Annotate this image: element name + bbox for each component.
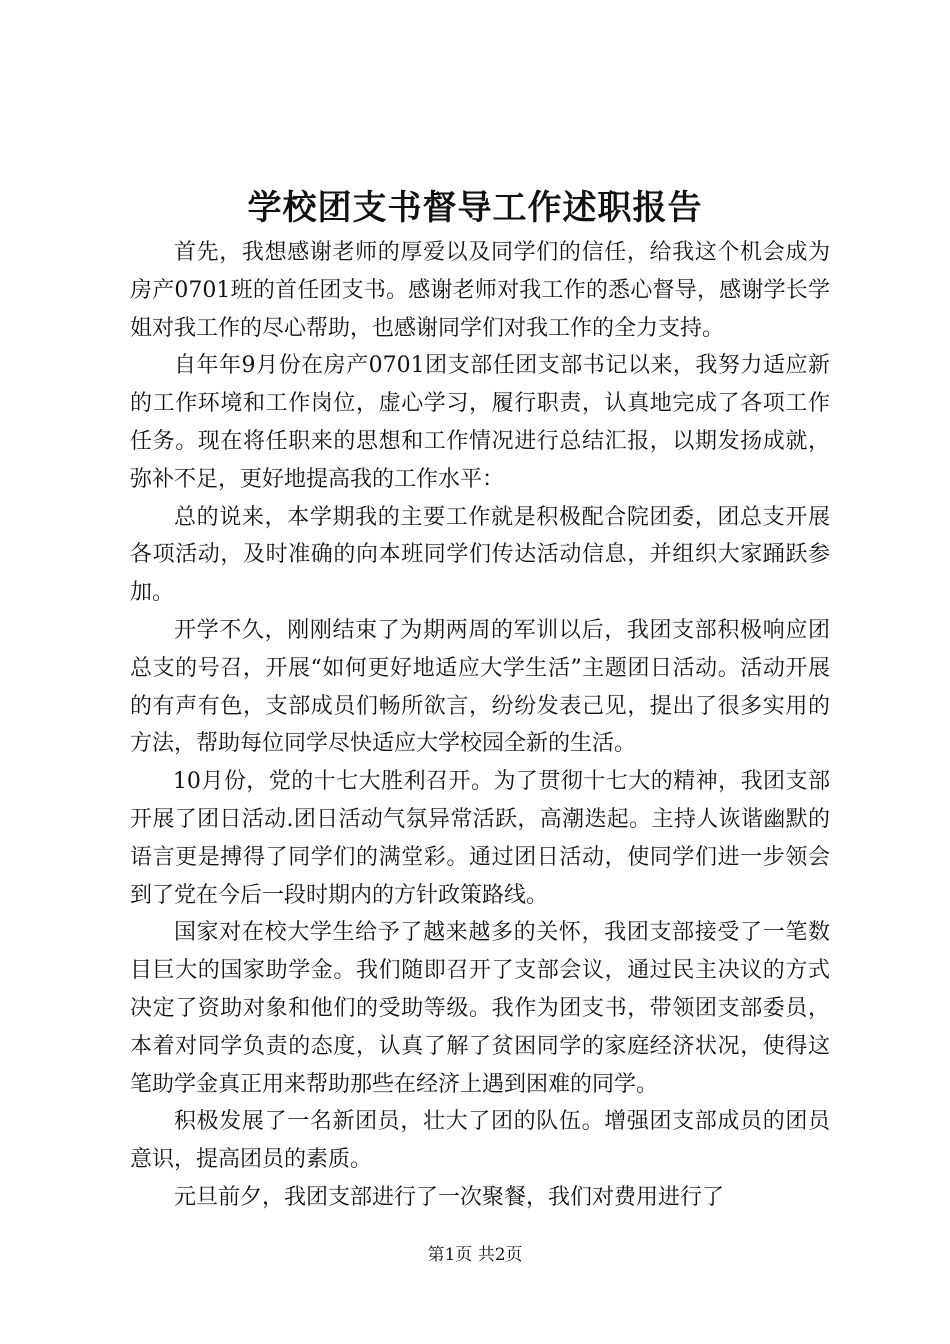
paragraph-8: 元旦前夕，我团支部进行了一次聚餐，我们对费用进行了 <box>174 1184 725 1210</box>
page-number-footer: 第1页 共2页 <box>427 1245 523 1265</box>
document-body <box>130 234 830 1217</box>
paragraph-1: 首先，我想感谢老师的厚爱以及同学们的信任，给我这个机会成为房产0701班的首任团支书。感谢老师对我工作的悉心督导，感谢学长学姐对我工作的尽心帮助，也感谢同学们对我工作的全力支持。 <box>130 240 830 341</box>
paragraph-2: 自年年9月份在房产0701团支部任团支部书记以来，我努力适应新的工作环境和工作岗位，虚心学习，履行职责，认真地完成了各项工作任务。现在将任职来的思想和工作情况进行总结汇报，以期发扬成就，弥补不足，更好地提高我的工作水平： <box>130 353 830 492</box>
paragraph-6: 国家对在校大学生给予了越来越多的关怀，我团支部接受了一笔数目巨大的国家助学金。我们随即召开了支部会议，通过民主决议的方式决定了资助对象和他们的受助等级。我作为团支书，带领团支部委员，本着对同学负责的态度，认真了解了贫困同学的家庭经济状况，使得这笔助学金真正用来帮助那些在经济上遇到困难的同学。 <box>130 920 830 1097</box>
document-title: 学校团支书督导工作述职报告 <box>247 188 703 228</box>
paragraph-7: 积极发展了一名新团员，壮大了团的队伍。增强团支部成员的团员意识，提高团员的素质。 <box>130 1109 830 1173</box>
paragraph-5: 10月份，党的十七大胜利召开。为了贯彻十七大的精神，我团支部开展了团日活动.团日活动气氛异常活跃，高潮迭起。主持人诙谐幽默的语言更是搏得了同学们的满堂彩。通过团日活动，使同学们进一步领会到了党在今后一段时期内的方针政策路线。 <box>130 769 830 908</box>
paragraph-4: 开学不久，刚刚结束了为期两周的军训以后，我团支部积极响应团总支的号召，开展“如何更好地适应大学生活”主题团日活动。活动开展的有声有色，支部成员们畅所欲言，纷纷发表己见，提出了很多实用的方法，帮助每位同学尽快适应大学校园全新的生活。 <box>130 617 830 757</box>
paragraph-3: 总的说来，本学期我的主要工作就是积极配合院团委，团总支开展各项活动，及时准确的向本班同学们传达活动信息，并组织大家踊跃参加。 <box>130 504 830 606</box>
